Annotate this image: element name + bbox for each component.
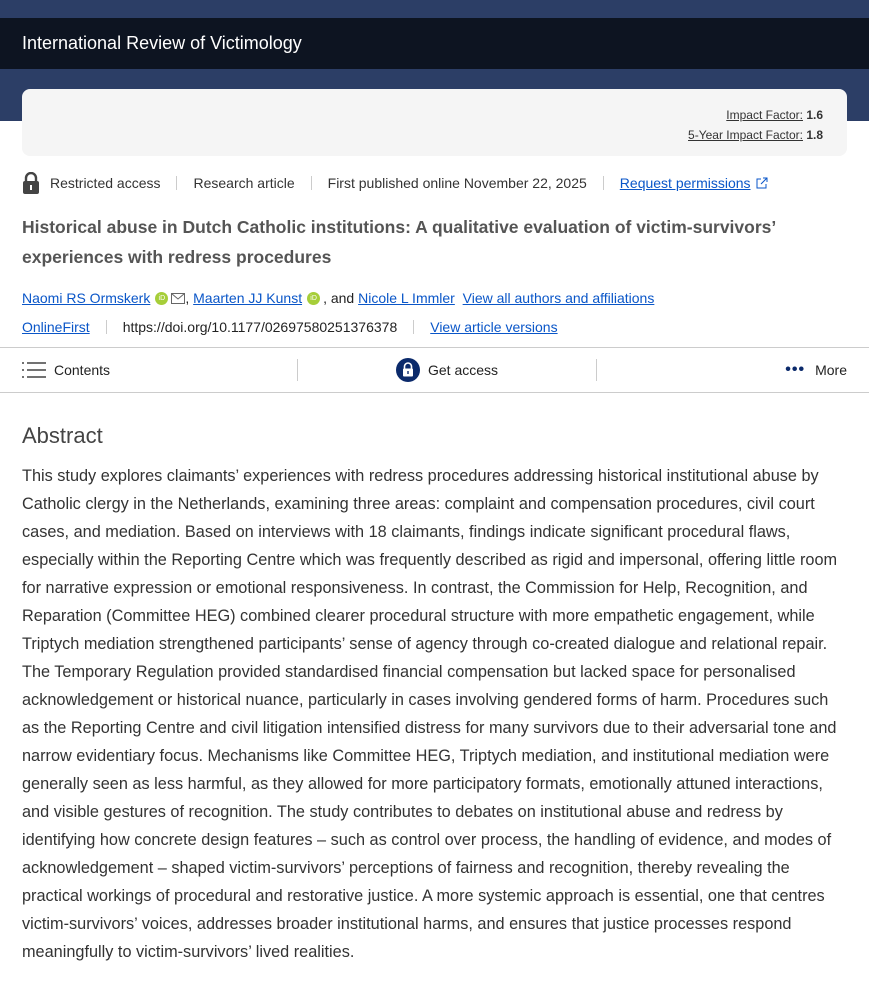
article-toolbar [0,347,869,393]
contents-label: Contents [54,362,111,378]
onlinefirst-link[interactable]: OnlineFirst [22,319,90,335]
author-link[interactable]: Maarten JJ Kunst [193,290,303,306]
and-text: , and [323,290,355,306]
contents-button[interactable] [22,348,110,392]
abstract-heading: Abstract [22,423,103,448]
email-icon[interactable] [171,293,185,304]
lock-icon [396,358,420,382]
access-status: Restricted access [50,175,161,191]
article-type: Research article [193,175,295,191]
view-all-authors-link[interactable]: View all authors and affiliations [462,290,655,306]
author-link[interactable]: Nicole L Immler [358,290,455,306]
journal-header [0,18,869,69]
metrics-card [22,89,847,156]
author-link[interactable]: Naomi RS Ormskerk [22,290,151,306]
more-button[interactable] [785,348,847,392]
external-link-icon [755,176,769,190]
get-access-button[interactable] [396,348,498,392]
get-access-label: Get access [428,362,499,378]
published-date: First published online November 22, 2025 [327,175,587,191]
view-article-versions-link[interactable]: View article versions [430,319,558,335]
lock-icon [22,172,40,194]
journal-title[interactable]: International Review of Victimology [22,33,302,53]
list-icon [22,361,46,379]
orcid-icon[interactable]: iD [307,292,320,305]
doi-row [22,319,558,335]
article-title: Historical abuse in Dutch Catholic institutions: A qualitative evaluation of victim-survivors’ experiences with redress procedures [22,217,776,267]
abstract-text: This study explores claimants’ experiences with redress procedures addressing historical institutional abuse by Catholic clergy in the Netherlands, examining three areas: complaint and compensation procedures, civil court cases, and mediation. Based on interviews with 18 claimants, findings indicate significant procedural flaws, especially within the Reporting Centre which was frequently described as rigid and impersonal, offering little room for narrative expression or emotional responsiveness. In contrast, the Commission for Help, Recognition, and Reparation (Committee HEG) combined clearer procedural structure with more empathetic engagement, while Triptych mediation strengthened participants’ sense of agency through co-created dialogue and relational repair. The Temporary Regulation provided standardised financial compensation but lacked space for personalised acknowledgement or historical nuance, particularly in cases involving gendered forms of harm. Procedures such as the Reporting Centre and civil litigation intensified distress for many survivors due to their adversarial tone and narrow evidentiary focus. Mechanisms like Committee HEG, Triptych mediation, and institutional mediation were generally seen as less harmful, as they allowed for more participatory formats, emotionally attuned interactions, and visible gestures of recognition. The study contributes to debates on institutional abuse and redress by identifying how concrete design features – such as control over process, the handling of evidence, and modes of acknowledgement – shaped victim-survivors’ perceptions of fairness and recognition, thereby revealing the practical workings of procedural and restorative justice. A more systemic approach is essential, one that centres victim-survivors’ voices, addresses broader institutional harms, and ensures that justice processes respond meaningfully to victim-survivors’ lived realities. [22,467,838,961]
impact-factor[interactable]: Impact Factor: 1.6 [726,108,823,122]
five-year-impact-factor[interactable]: 5-Year Impact Factor: 1.8 [688,128,823,142]
more-label: More [815,362,847,378]
request-permissions-link[interactable]: Request permissions [619,175,751,191]
top-strip [0,0,869,18]
author-list: Naomi RS Ormskerk iD , Maarten JJ Kunst iD , and Nicole L Immler View all authors and affiliations [22,290,655,306]
doi-url[interactable]: https://doi.org/10.1177/02697580251376378 [122,319,398,335]
orcid-icon[interactable]: iD [155,292,168,305]
more-dots-icon: ••• [785,361,806,378]
article-meta [22,172,769,194]
